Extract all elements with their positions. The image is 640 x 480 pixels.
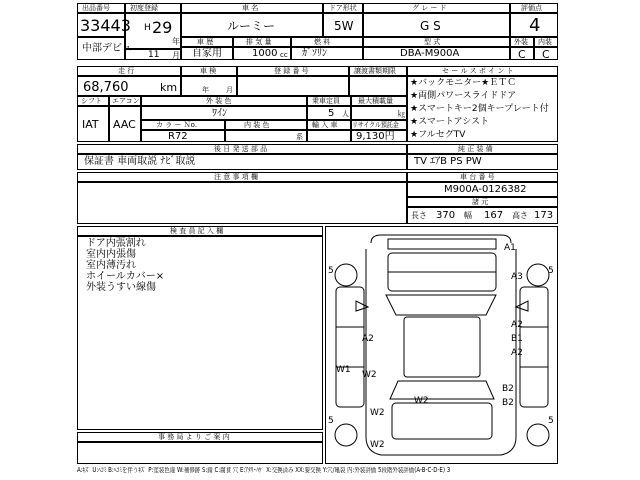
interior-score-box: [534, 47, 558, 60]
equipment-box: [407, 154, 558, 170]
grade-label-box: [363, 3, 510, 13]
sell-points-label-box: [407, 66, 558, 76]
year-era: H: [144, 23, 151, 33]
interior-color-box: [225, 130, 307, 142]
dealer-notes: 保証書 車両取説 ﾅﾋﾞ取説: [84, 156, 196, 167]
inspection-box: [181, 76, 237, 96]
shift-label: シフト: [81, 97, 102, 105]
month-box: [125, 49, 181, 60]
exterior-color: ﾜｲﾝ: [212, 108, 227, 119]
inspection-label: 車 検: [200, 67, 217, 75]
dealer-notes-label-box: [77, 144, 407, 154]
car-name: ルーミー: [227, 19, 276, 33]
inspection-label-box: [181, 66, 237, 76]
tire-rear-left: [335, 424, 357, 446]
color-no-label: カ ラ ー Ｎo.: [156, 121, 198, 129]
aircon-label: エアコン: [112, 97, 140, 105]
mileage-box: [77, 76, 181, 96]
left-side: [336, 287, 364, 407]
damage-mark: B1: [511, 334, 523, 344]
color-no: R72: [168, 131, 188, 142]
lot-label-box: [77, 3, 125, 13]
grade-box: [363, 13, 510, 37]
notes-label-box: [77, 172, 407, 182]
damage-mark: A2: [362, 334, 374, 344]
score-box: [510, 13, 558, 37]
inspection-year: 年: [202, 86, 209, 94]
chassis-box: [407, 182, 558, 197]
model-code: DBA-M900A: [400, 48, 460, 59]
tire-depth: 5: [328, 266, 334, 276]
displacement-label: 排 気 量: [246, 38, 272, 46]
load-label: 最大積載量: [358, 97, 393, 105]
chassis-label: 車 台 番 号: [460, 173, 495, 181]
fuel-box: [291, 47, 363, 60]
equipment-label-box: [407, 144, 558, 154]
lot-label: 出品番号: [82, 4, 110, 12]
tire-depth: 5: [328, 416, 334, 426]
recycle-box: [349, 76, 407, 96]
mileage-label-box: [77, 66, 181, 76]
length: 370: [436, 210, 456, 221]
aircon: AAC: [113, 118, 136, 131]
grade-label: グ レ ー ド: [412, 4, 447, 12]
roof: [404, 317, 480, 377]
recycle-label-box: [349, 66, 407, 76]
aircon-label-box: [109, 96, 141, 106]
car-diagram-box: [325, 226, 558, 464]
length-label: 長さ: [411, 211, 427, 220]
displacement-unit: cc: [280, 51, 288, 59]
score-label-box: [510, 3, 558, 13]
dimensions-label-box: [407, 197, 558, 207]
load-box: [351, 106, 407, 120]
sell-point: ★バックモニター★ＥＴＣ: [410, 78, 517, 88]
fuel-label-box: [291, 37, 363, 47]
front-grille: [388, 239, 496, 249]
damage-mark: A2: [511, 320, 523, 330]
dimensions-label: 諸 元: [472, 198, 489, 206]
model-code-label-box: [363, 37, 510, 47]
shift-box: [77, 106, 109, 142]
inspector-item: ドア内張割れ: [86, 238, 146, 249]
score: 4: [529, 15, 541, 36]
color-no-label-box: [141, 120, 225, 130]
sell-point: ★スマートキー2個キープレート付: [410, 104, 549, 114]
load-unit: ㎏: [398, 110, 405, 118]
exterior-score-label-box: [510, 37, 534, 47]
import-box: [307, 130, 351, 142]
inspector-label-box: [77, 226, 323, 236]
model-debut: 中部デビュ: [82, 43, 132, 54]
damage-mark: W2: [362, 370, 377, 380]
interior-color-label: 内 装 色: [244, 121, 270, 129]
inspector-label: 検 査 員 記 入 欄: [170, 227, 224, 235]
lot-box: [77, 13, 131, 37]
recycle-fee-label: リサイクル預託金: [352, 121, 399, 129]
registration-box: [237, 76, 349, 96]
sell-points-label: セ ー ル ス ポ イ ン ト: [442, 67, 514, 75]
exterior-score-box: [510, 47, 534, 60]
damage-mark: B2: [502, 398, 514, 408]
exterior-score: C: [518, 48, 526, 61]
damage-mark: W2: [370, 440, 385, 450]
model-code-label: 型 式: [424, 38, 441, 46]
car-diagram: [326, 227, 559, 465]
model-code-box: [363, 47, 510, 60]
seats: 5: [328, 108, 335, 119]
kei-unit: 系: [296, 133, 303, 141]
color-no-box: [141, 130, 225, 142]
interior-color-label-box: [225, 120, 307, 130]
aircon-box: [109, 106, 141, 142]
dealer-notes-label: 後 日 発 送 部 品: [214, 145, 268, 153]
width-label: 幅: [464, 211, 472, 220]
seats-box: [307, 106, 351, 120]
equipment: TV ｴｱB PS PW: [414, 156, 482, 167]
notes-label: 注 意 事 項 欄: [214, 173, 258, 181]
displacement-box: [233, 47, 291, 60]
tire-depth: 5: [548, 266, 554, 276]
usage-label: 車 歴: [197, 38, 214, 46]
year-unit: 年: [172, 37, 180, 46]
exterior-score-label: 外装: [514, 38, 528, 46]
height: 173: [534, 210, 554, 221]
exterior-color-box: [141, 106, 307, 120]
office-label-box: [77, 432, 323, 442]
damage-mark: A3: [511, 272, 523, 282]
seats-unit: 人: [342, 110, 349, 118]
year-label: 初度登録: [130, 4, 158, 12]
back-door: [392, 403, 492, 439]
damage-mark: A2: [511, 348, 523, 358]
equipment-label: 純 正 装 備: [458, 145, 493, 153]
office-box: [77, 442, 323, 464]
registration-label-box: [237, 66, 349, 76]
registration-label: 登 録 番 号: [274, 67, 309, 75]
debut-box: [77, 37, 132, 60]
load-label-box: [351, 96, 407, 106]
recycle-fee: 9,130円: [356, 131, 395, 142]
usage: 自家用: [192, 48, 222, 59]
inspector-box: [77, 236, 323, 430]
height-label: 高さ: [512, 211, 528, 220]
notes-box: [77, 182, 407, 224]
car-name-label-box: [181, 3, 323, 13]
exterior-color-label-box: [141, 96, 307, 106]
sell-point: ★両側パワースライドドア: [410, 91, 517, 101]
inspector-item: 外装うすい線傷: [86, 282, 156, 293]
door-box: [323, 13, 363, 37]
sell-point: ★スマートアシスト: [410, 117, 489, 127]
seats-label-box: [307, 96, 351, 106]
inspector-item: ホイールカバー×: [86, 271, 165, 282]
tire-front-left: [335, 264, 357, 286]
displacement-label-box: [233, 37, 291, 47]
damage-mark: W2: [370, 408, 385, 418]
exterior-color-label: 外 装 色: [206, 97, 232, 105]
month-unit: 月: [172, 51, 180, 60]
tire-front-right: [527, 264, 549, 286]
office-label: 事 務 局 よ り ご 案 内: [158, 433, 230, 441]
car-name-label: 車 名: [242, 4, 259, 12]
mirror-right: [516, 301, 528, 311]
right-side: [520, 287, 548, 407]
damage-mark: W1: [336, 365, 351, 375]
tire-depth: 5: [548, 416, 554, 426]
dimensions-box: [407, 207, 558, 224]
usage-label-box: [181, 37, 233, 47]
damage-mark: A1: [504, 243, 516, 253]
windshield: [386, 295, 496, 315]
import-label-box: [307, 120, 351, 130]
seats-label: 乗車定員: [312, 97, 340, 105]
door-type: 5W: [334, 19, 354, 33]
door-label: ドア形状: [329, 4, 357, 12]
import-label: 輸 入 車: [312, 121, 338, 129]
year-num: 29: [152, 18, 173, 37]
recycle-fee-label-box: [351, 120, 407, 130]
dealer-notes-box: [77, 154, 407, 170]
score-label: 評価点: [521, 4, 542, 12]
usage-box: [181, 47, 233, 60]
interior-score-label: 内装: [538, 38, 552, 46]
legend: A:ｷｽﾞ U:ﾍｺﾐ B:ﾍｺﾐを伴うｷｽﾞ P:塗装色違 W:補修跡 S:錆 C:腐食 穴 E:ｱﾀﾘ･ﾊｹﾞ X:交換済み XX:要交換 Y:穴/亀裂 内:外装評価 5段階外装評価(A-B-C-D-E) 3: [77, 467, 451, 474]
car-name-box: [181, 13, 323, 37]
chassis-number: M900A-0126382: [444, 184, 527, 195]
lot-number: 33443: [80, 16, 131, 35]
year-label-box: [125, 3, 181, 13]
shift-label-box: [77, 96, 109, 106]
inspection-month: 月: [226, 86, 233, 94]
month-num: 11: [148, 50, 160, 60]
recycle-fee-box: [351, 130, 407, 142]
fuel-label: 燃 料: [314, 38, 331, 46]
sell-points-box: [407, 76, 558, 142]
interior-score-label-box: [534, 37, 558, 47]
damage-mark: B2: [502, 384, 514, 394]
grade: G S: [420, 19, 441, 33]
mileage-unit: km: [160, 81, 178, 94]
width: 167: [484, 210, 504, 221]
sell-point: ★フルセグTV: [410, 130, 466, 140]
mileage: 68,760: [83, 80, 129, 95]
interior-score: C: [542, 48, 550, 61]
inspector-item: 室内内張傷: [86, 249, 136, 260]
inspector-item: 室内薄汚れ: [86, 260, 136, 271]
damage-mark: W2: [414, 396, 429, 406]
tire-rear-right: [527, 424, 549, 446]
recycle-label: 譲渡書類期限: [354, 67, 396, 75]
door-label-box: [323, 3, 363, 13]
shift: IAT: [82, 118, 99, 131]
rear-window: [390, 381, 494, 399]
fuel: ｶﾞｿﾘﾝ: [302, 48, 327, 59]
displacement: 1000: [252, 48, 278, 59]
mileage-label: 走 行: [118, 67, 135, 75]
chassis-label-box: [407, 172, 558, 182]
year-box: [125, 13, 181, 49]
